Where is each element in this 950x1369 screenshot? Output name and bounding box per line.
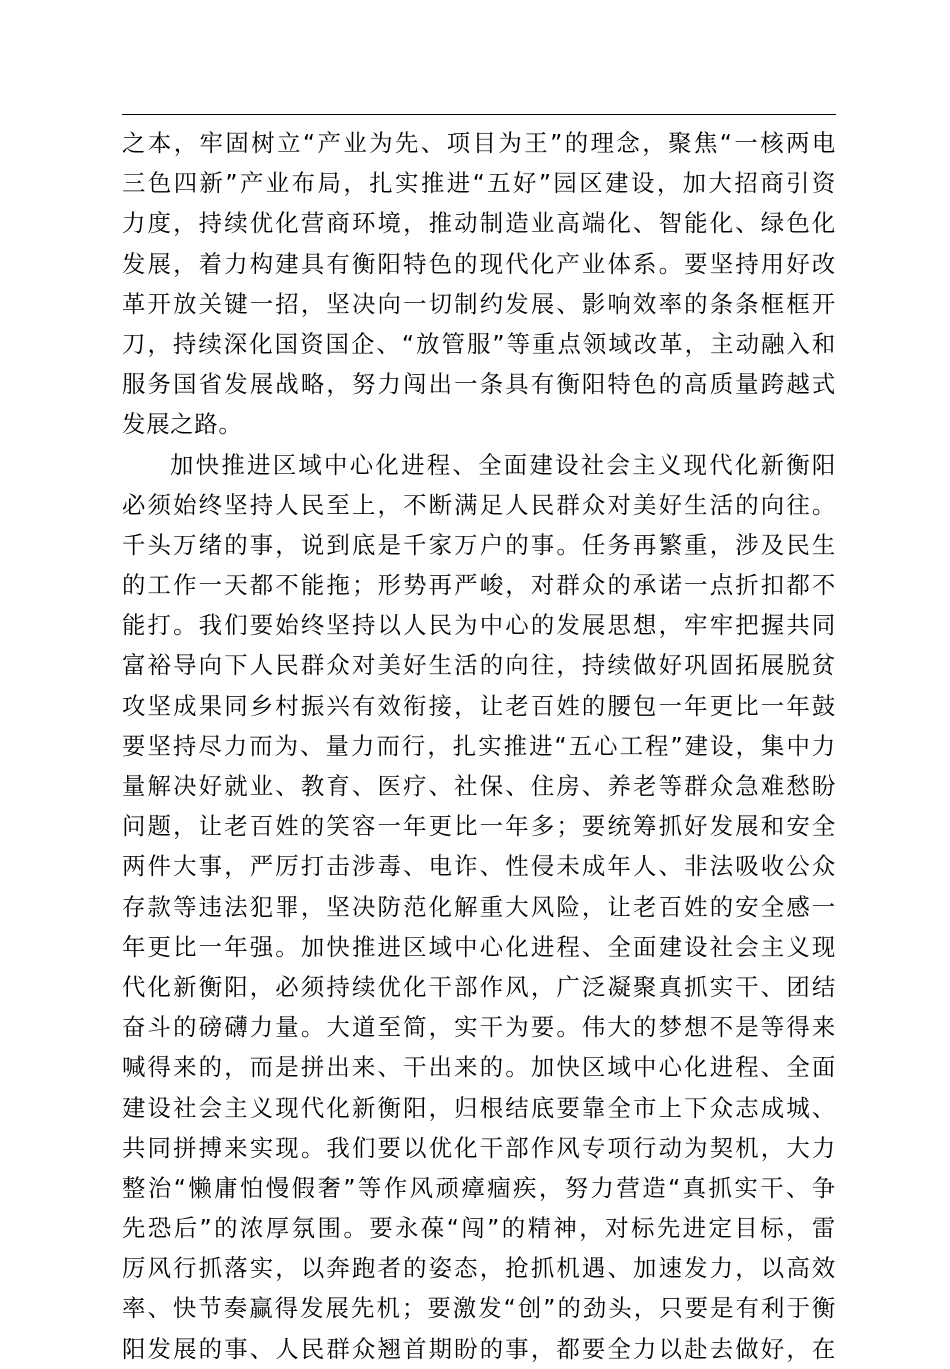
- text-line: 服务国省发展战略，努力闯出一条具有衡阳特色的高质量跨越式: [122, 370, 836, 399]
- text-line: 千头万绪的事，说到底是千家万户的事。任务再繁重，涉及民生: [122, 530, 836, 559]
- text-line: 发展之路。: [122, 410, 243, 439]
- text-line: 发展，着力构建具有衡阳特色的现代化产业体系。要坚持用好改: [122, 249, 836, 278]
- body-text: [122, 123, 836, 1369]
- text-line: 厉风行抓落实，以奔跑者的姿态，抢抓机遇、加速发力，以高效: [122, 1254, 836, 1283]
- paragraph-first-line: 加快推进区域中心化进程、全面建设社会主义现代化新衡阳: [170, 450, 836, 479]
- text-line: 之本，牢固树立“产业为先、项目为王”的理念，聚焦“一核两电: [122, 129, 836, 157]
- text-line: 整治“懒庸怕慢假奢”等作风顽瘴痼疾，努力营造“真抓实干、争: [122, 1173, 836, 1202]
- text-line: 先恐后”的浓厚氛围。要永葆“闯”的精神，对标先进定目标，雷: [122, 1214, 836, 1243]
- text-line: 三色四新”产业布局，扎实推进“五好”园区建设，加大招商引资: [122, 169, 836, 198]
- text-line: 攻坚成果同乡村振兴有效衔接，让老百姓的腰包一年更比一年鼓: [122, 691, 836, 720]
- text-line: 两件大事，严厉打击涉毒、电诈、性侵未成年人、非法吸收公众: [122, 852, 836, 881]
- text-line: 问题，让老百姓的笑容一年更比一年多；要统筹抓好发展和安全: [122, 812, 836, 841]
- text-line: 喊得来的，而是拼出来、干出来的。加快区域中心化进程、全面: [122, 1053, 836, 1082]
- text-line: 力度，持续优化营商环境，推动制造业高端化、智能化、绿色化: [122, 209, 836, 238]
- text-line: 富裕导向下人民群众对美好生活的向往，持续做好巩固拓展脱贫: [122, 651, 836, 680]
- header-rule: [122, 114, 836, 115]
- text-line: 共同拼搏来实现。我们要以优化干部作风专项行动为契机，大力: [122, 1133, 836, 1162]
- text-line: 阳发展的事、人民群众翘首期盼的事，都要全力以赴去做好，在: [122, 1334, 836, 1363]
- text-line: 奋斗的磅礴力量。大道至简，实干为要。伟大的梦想不是等得来: [122, 1013, 836, 1042]
- text-line: 能打。我们要始终坚持以人民为中心的发展思想，牢牢把握共同: [122, 611, 836, 640]
- text-line: 要坚持尽力而为、量力而行，扎实推进“五心工程”建设，集中力: [122, 731, 836, 760]
- text-line: 量解决好就业、教育、医疗、社保、住房、养老等群众急难愁盼: [122, 772, 836, 800]
- text-line: 建设社会主义现代化新衡阳，归根结底要靠全市上下众志成城、: [122, 1093, 836, 1122]
- text-line: 的工作一天都不能拖；形势再严峻，对群众的承诺一点折扣都不: [122, 571, 836, 600]
- text-line: 年更比一年强。加快推进区域中心化进程、全面建设社会主义现: [122, 932, 836, 961]
- text-line: 刀，持续深化国资国企、“放管服”等重点领域改革，主动融入和: [122, 329, 836, 358]
- text-line: 必须始终坚持人民至上，不断满足人民群众对美好生活的向往。: [122, 490, 836, 519]
- text-line: 率、快节奏赢得发展先机；要激发“创”的劲头，只要是有利于衡: [122, 1294, 836, 1323]
- text-line: 存款等违法犯罪，坚决防范化解重大风险，让老百姓的安全感一: [122, 892, 836, 921]
- text-line: 代化新衡阳，必须持续优化干部作风，广泛凝聚真抓实干、团结: [122, 972, 836, 1001]
- text-line: 革开放关键一招，坚决向一切制约发展、影响效率的条条框框开: [122, 289, 836, 318]
